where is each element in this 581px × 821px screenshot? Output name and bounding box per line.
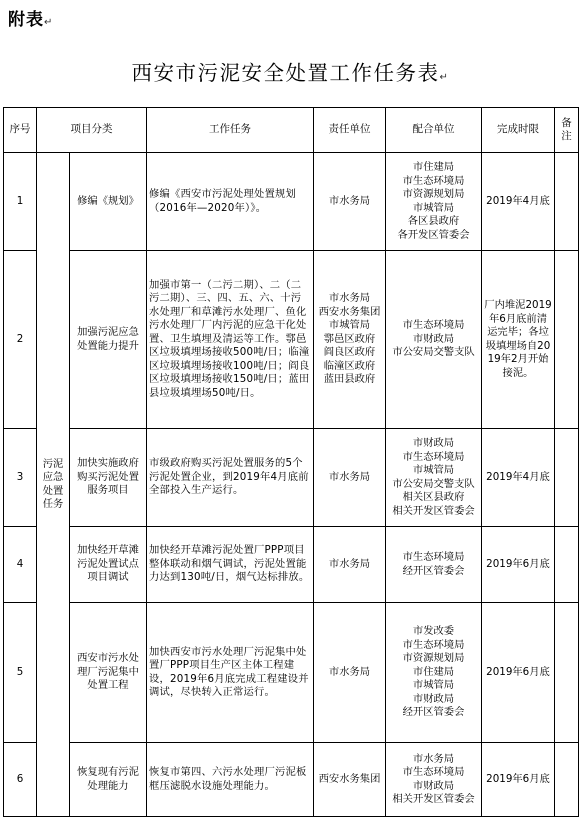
item-cell: 恢复现有污泥处理能力 (70, 743, 147, 817)
cooperating-cell (386, 743, 482, 817)
task-cell: 恢复市第四、六污水处理厂污泥板框压滤脱水设施处理能力。 (147, 743, 314, 817)
cooperating-cell (386, 153, 482, 251)
responsible-cell (314, 527, 386, 603)
item-cell: 加快经开草滩污泥处置试点项目调试 (70, 527, 147, 603)
responsible-unit: 市水务局 (328, 292, 371, 305)
responsible-cell (314, 603, 386, 743)
cooperating-unit: 市生态环境局 (402, 551, 465, 563)
responsible-cell (314, 429, 386, 527)
responsible-unit: 西安水务集团 (318, 305, 381, 318)
cooperating-unit: 市公安局交警支队 (392, 346, 475, 359)
responsible-unit: 市水务局 (328, 470, 371, 483)
note-cell (555, 429, 579, 527)
cooperating-unit: 相关开发区管委会 (392, 504, 475, 517)
task-cell: 加强市第一（二污二期）、二（二污二期）、三、四、五、六、十污水处理厂和草滩污水处理厂、鱼化污水处理厂厂内污泥的应急干化处置、卫生填埋及清运等工作。鄠邑区垃圾填埋场接收500吨/日；临潼区垃圾填埋场接收100吨/日；阎良区垃圾填埋场接收150吨/日；蓝田县垃圾填埋场50吨/日。 (147, 251, 314, 429)
cooperating-unit: 市财政局 (412, 437, 455, 449)
cooperating-unit: 市发改委 (412, 625, 455, 638)
cooperating-unit: 市资源规划局 (402, 652, 465, 665)
note-cell (555, 251, 579, 429)
cooperating-unit: 市生态环境局 (402, 174, 465, 187)
cooperating-cell (386, 251, 482, 429)
cooperating-unit: 经开区管委会 (402, 564, 465, 577)
header-cell-responsible: 责任单位 (314, 108, 386, 153)
cooperating-unit: 市财政局 (412, 332, 455, 345)
table-row (4, 603, 579, 743)
cooperating-unit: 市水务局 (412, 752, 455, 765)
cooperating-unit: 市公安局交警支队 (392, 477, 475, 490)
header-row (4, 108, 579, 153)
header-cell-note: 备注 (555, 108, 579, 153)
row-number: 2 (4, 251, 37, 429)
note-cell (555, 743, 579, 817)
table-row (4, 743, 579, 817)
header-cell-deadline: 完成时限 (482, 108, 555, 153)
deadline-cell: 2019年4月底 (482, 429, 555, 527)
table-row (4, 251, 579, 429)
annex-label (8, 5, 53, 30)
note-cell (555, 153, 579, 251)
row-number: 5 (4, 603, 37, 743)
cooperating-unit: 市城管局 (412, 679, 455, 692)
category-cell: 污泥应急处置任务 (37, 153, 70, 817)
paragraph-mark-icon: ↵ (439, 72, 450, 83)
cooperating-unit: 市生态环境局 (402, 638, 465, 651)
responsible-unit: 西安水务集团 (318, 772, 381, 785)
responsible-cell (314, 153, 386, 251)
item-cell: 加强污泥应急处置能力提升 (70, 251, 147, 429)
cooperating-unit: 市生态环境局 (402, 319, 465, 332)
cooperating-cell (386, 527, 482, 603)
deadline-cell: 2019年6月底 (482, 603, 555, 743)
cooperating-unit: 相关开发区管委会 (392, 793, 475, 805)
row-number: 6 (4, 743, 37, 817)
cooperating-unit: 经开区管委会 (402, 706, 465, 719)
cooperating-unit: 市资源规划局 (402, 188, 465, 200)
header-cell-cooperating: 配合单位 (386, 108, 482, 153)
responsible-cell (314, 743, 386, 817)
row-number: 1 (4, 153, 37, 251)
cooperating-unit: 各开发区管委会 (397, 228, 470, 241)
responsible-unit: 市水务局 (328, 665, 371, 678)
cooperating-unit: 市生态环境局 (402, 450, 465, 463)
paragraph-mark-icon: ↵ (44, 17, 54, 28)
cooperating-cell (386, 603, 482, 743)
responsible-unit: 市城管局 (328, 319, 371, 332)
cooperating-unit: 相关区县政府 (402, 491, 465, 503)
responsible-unit: 市水务局 (328, 194, 371, 207)
cooperating-cell (386, 429, 482, 527)
item-cell: 西安市污水处理厂污泥集中处置工程 (70, 603, 147, 743)
title-text: 西安市污泥安全处置工作任务表 (131, 61, 440, 85)
responsible-unit: 蓝田县政府 (323, 373, 376, 386)
deadline-cell: 2019年6月底 (482, 743, 555, 817)
task-cell: 加快西安市污水处理厂污泥集中处置厂PPP项目生产区主体工程建设，2019年6月底完成工程建设并调试，尽快转入正常运行。 (147, 603, 314, 743)
cooperating-unit: 市城管局 (412, 464, 455, 476)
item-cell: 加快实施政府购买污泥处置服务项目 (70, 429, 147, 527)
header-cell-task: 工作任务 (147, 108, 314, 153)
cooperating-unit: 市住建局 (412, 161, 455, 173)
cooperating-unit: 市城管局 (412, 201, 455, 214)
row-number: 3 (4, 429, 37, 527)
responsible-unit: 市水务局 (328, 557, 371, 570)
note-cell (555, 527, 579, 603)
deadline-cell: 2019年4月底 (482, 153, 555, 251)
cooperating-unit: 各区县政府 (407, 215, 460, 227)
page-title (0, 56, 581, 86)
header-cell-no: 序号 (4, 108, 37, 153)
table-row (4, 153, 579, 251)
responsible-unit: 阎良区政府 (323, 346, 376, 359)
cooperating-unit: 市生态环境局 (402, 766, 465, 778)
task-table (3, 107, 579, 817)
task-cell: 修编《西安市污泥处理处置规划（2016年—2020年）》。 (147, 153, 314, 251)
deadline-cell: 厂内堆泥2019年6月底前清运完毕；各垃圾填埋场自2019年2月开始接泥。 (482, 251, 555, 429)
responsible-unit: 鄠邑区政府 (323, 332, 376, 345)
deadline-cell: 2019年6月底 (482, 527, 555, 603)
table-row (4, 527, 579, 603)
header-cell-category: 项目分类 (37, 108, 147, 153)
cooperating-unit: 市财政局 (412, 692, 455, 705)
item-cell: 修编《规划》 (70, 153, 147, 251)
cooperating-unit: 市住建局 (412, 665, 455, 678)
cooperating-unit: 市财政局 (412, 779, 455, 792)
responsible-unit: 临潼区政府 (323, 359, 376, 372)
task-cell: 市级政府购买污泥处置服务的5个污泥处置企业，到2019年4月底前全部投入生产运行。 (147, 429, 314, 527)
task-cell: 加快经开草滩污泥处置厂PPP项目整体联动和烟气调试，污泥处置能力达到130吨/日，烟气达标排放。 (147, 527, 314, 603)
table-row (4, 429, 579, 527)
annex-text: 附表 (8, 10, 44, 30)
note-cell (555, 603, 579, 743)
responsible-cell (314, 251, 386, 429)
row-number: 4 (4, 527, 37, 603)
